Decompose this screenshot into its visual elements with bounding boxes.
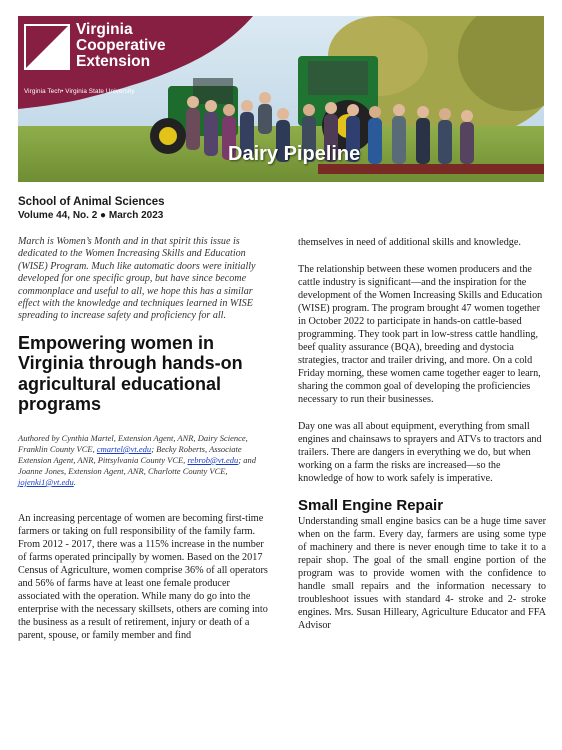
logo-line-2: Cooperative [76, 37, 166, 54]
intro-paragraph: March is Women’s Month and in that spirit this issue is dedicated to the Women Increasing Skills and Education (WISE) Program. Much like automatic doors were initially developed for one specific group, but have since become commonplace and useful to all, we hope this has a similar effect with the knowledge and techniques learned in WISE spreading to increase safety and proficiency for all. [18, 236, 256, 322]
left-column [18, 236, 274, 642]
issue-info: Volume 44, No. 2 ● March 2023 [18, 210, 164, 221]
author-email-link-3[interactable]: jojenki1@vt.edu [18, 476, 74, 487]
body-paragraph-2: The relationship between these women producers and the cattle industry is significant—and the inspiration for the development of the Women Increasing Skills and Education (WISE) program. The program brought 47 women together in October 2022 to participate in hands-on cattle-based programming. They took part in low-stress cattle handling, beef quality assurance (BQA), breeding and dystocia strategies, tractor and trailer driving, and more. On a cold Friday morning, these women came together eager to learn, sharing the common goal of developing the proficiencies necessary to run their businesses. [298, 264, 543, 405]
logo-tagline: Virginia Tech• Virginia State University [24, 88, 135, 95]
publication-title: Dairy Pipeline [228, 143, 361, 165]
section-heading-small-engine-repair: Small Engine Repair [298, 497, 444, 514]
masthead-banner [18, 16, 544, 182]
right-column [298, 236, 546, 632]
body-paragraph-1-continued: themselves in need of additional skills and knowledge. [298, 237, 521, 248]
body-paragraph-4: Understanding small engine basics can be a huge time saver when on the farm. Every day, farmers are using some type of machinery and there is never enough time to take it to a repair shop. The goal of the small engine portion of the program was to provide women with the confidence to handle small repairs and the information necessary to troubleshoot issues with standard 4- stroke and 2- stroke engines. Mrs. Susan Hilleary, Agriculture Educator and FFA Advisor [298, 516, 546, 631]
extension-logo[interactable] [18, 16, 238, 111]
author-email-link-2[interactable]: rebrob@vt.edu [187, 454, 239, 465]
byline-text-3: ; and Joanne Jones, Extension Agent, ANR, Charlotte County VCE, [18, 454, 257, 476]
logo-line-1: Virginia [76, 21, 133, 38]
author-email-link-1[interactable]: cmartel@vt.edu [96, 443, 152, 454]
body-paragraph-1: An increasing percentage of women are becoming first-time farmers or taking on full responsibility of the family farm. From 2012 - 2017, there was a 115% increase in the number of farms operated principally by women. Based on the 2017 Census of Agriculture, women comprise 36% of all operators and 56% of farms have at least one female producer associated with the operation. While many do go into the enterprise with the necessary skillsets, others are coming into the business as a result of retirement, injury or death of a parent, spouse, or family member and find [18, 512, 268, 641]
logo-wordmark [76, 22, 166, 70]
byline-text-1: Authored by Cynthia Martel, Extension Agent, ANR, Dairy Science, Franklin County VCE, [18, 432, 248, 454]
article-byline [18, 433, 274, 488]
article-headline: Empowering women in Virginia through hands-on agricultural educational programs [18, 332, 243, 415]
byline-text-2: ; Becky Roberts, Associate Extension Agent, ANR, Pittsylvania County VCE, [18, 443, 242, 465]
logo-line-3: Extension [76, 53, 151, 70]
byline-text-4: . [73, 476, 76, 487]
school-name: School of Animal Sciences [18, 196, 165, 208]
vce-logo-mark-icon [24, 24, 70, 70]
body-paragraph-3: Day one was all about equipment, everything from small engines and chainsaws to sprayers and ATVs to tractors and trailers. There are dangers in everything we do, but when working on a farm the risks are increased—so the knowledge of how to work safely is imperative. [298, 421, 542, 484]
